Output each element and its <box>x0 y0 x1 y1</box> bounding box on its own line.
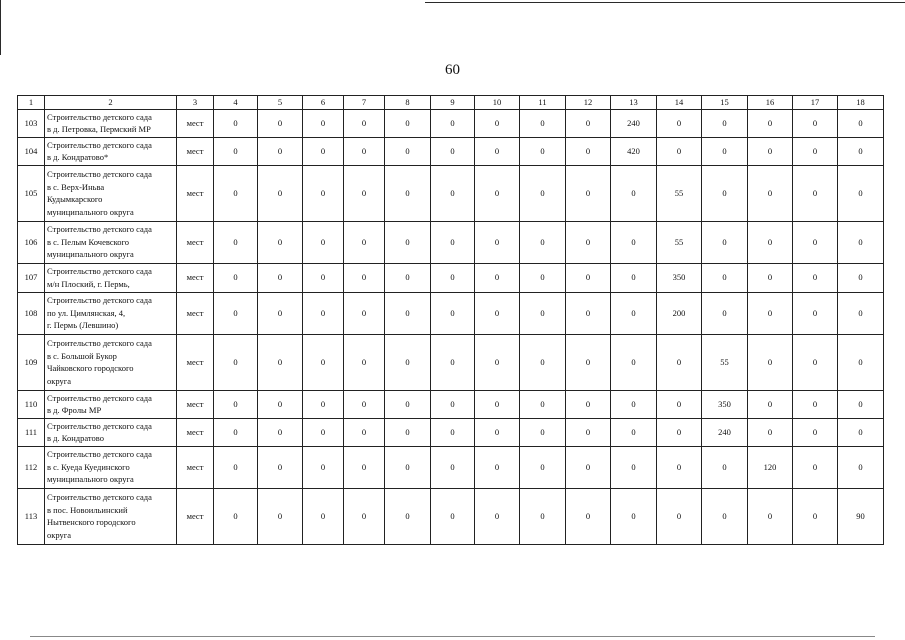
table-row <box>18 390 884 418</box>
value-cell: 0 <box>431 292 475 334</box>
value-cell: 240 <box>702 418 748 446</box>
value-cell: 0 <box>611 418 657 446</box>
value-cell: 0 <box>344 446 385 488</box>
table-row <box>18 263 884 292</box>
header-cell: 15 <box>702 96 748 110</box>
value-cell: 0 <box>566 418 611 446</box>
object-name-line: округа <box>47 375 72 386</box>
value-cell: 0 <box>214 137 258 165</box>
value-cell: 0 <box>214 292 258 334</box>
value-cell: 0 <box>838 221 884 263</box>
value-cell: 0 <box>838 446 884 488</box>
value-cell: 0 <box>385 446 431 488</box>
header-cell: 1 <box>18 96 45 110</box>
object-name <box>45 488 177 544</box>
value-cell: 0 <box>344 263 385 292</box>
value-cell: 0 <box>838 263 884 292</box>
value-cell: 0 <box>793 488 838 544</box>
value-cell: 0 <box>475 292 520 334</box>
value-cell: 0 <box>258 488 303 544</box>
unit-cell: мест <box>177 137 214 165</box>
header-cell: 18 <box>838 96 884 110</box>
value-cell: 0 <box>303 418 344 446</box>
value-cell: 0 <box>214 390 258 418</box>
value-cell: 0 <box>214 446 258 488</box>
row-number: 105 <box>18 165 45 221</box>
value-cell: 0 <box>566 109 611 137</box>
value-cell: 0 <box>258 334 303 390</box>
object-name-line: Строительство детского сада <box>47 224 152 235</box>
object-name-line: в с. Куеда Куединского <box>47 461 130 472</box>
value-cell: 55 <box>702 334 748 390</box>
object-name-line: в с. Верх-Иньва <box>47 181 105 192</box>
value-cell: 0 <box>793 292 838 334</box>
value-cell: 0 <box>702 165 748 221</box>
value-cell: 0 <box>520 165 566 221</box>
unit-cell: мест <box>177 334 214 390</box>
value-cell: 0 <box>520 263 566 292</box>
value-cell: 0 <box>838 334 884 390</box>
value-cell: 0 <box>657 488 702 544</box>
value-cell: 0 <box>838 418 884 446</box>
value-cell: 0 <box>566 390 611 418</box>
header-cell: 10 <box>475 96 520 110</box>
object-name-line: Строительство детского сада <box>47 338 152 348</box>
value-cell: 0 <box>475 137 520 165</box>
value-cell: 0 <box>748 109 793 137</box>
unit-cell: мест <box>177 292 214 334</box>
value-cell: 0 <box>657 109 702 137</box>
value-cell: 0 <box>657 137 702 165</box>
scan-artifact-top-line <box>425 2 905 3</box>
row-number: 112 <box>18 446 45 488</box>
value-cell: 0 <box>702 263 748 292</box>
value-cell: 0 <box>520 137 566 165</box>
value-cell: 0 <box>214 165 258 221</box>
row-number: 107 <box>18 263 45 292</box>
object-name <box>45 137 177 165</box>
value-cell: 0 <box>520 390 566 418</box>
value-cell: 0 <box>520 334 566 390</box>
object-name-line: Чайковского городского <box>47 363 134 373</box>
value-cell: 420 <box>611 137 657 165</box>
value-cell: 0 <box>748 334 793 390</box>
value-cell: 0 <box>475 390 520 418</box>
value-cell: 0 <box>748 137 793 165</box>
object-name-line: Строительство детского сада <box>47 139 152 150</box>
value-cell: 0 <box>793 109 838 137</box>
object-name-line: Строительство детского сада <box>47 420 152 431</box>
value-cell: 0 <box>303 390 344 418</box>
value-cell: 0 <box>385 488 431 544</box>
value-cell: 0 <box>385 137 431 165</box>
value-cell: 120 <box>748 446 793 488</box>
unit-cell: мест <box>177 165 214 221</box>
value-cell: 0 <box>838 292 884 334</box>
value-cell: 0 <box>475 446 520 488</box>
value-cell: 0 <box>431 418 475 446</box>
value-cell: 0 <box>258 390 303 418</box>
value-cell: 0 <box>793 390 838 418</box>
scan-artifact-bottom-line <box>30 636 875 637</box>
object-name-line: в с. Пелым Кочевского <box>47 236 130 247</box>
unit-cell: мест <box>177 488 214 544</box>
value-cell: 0 <box>214 263 258 292</box>
value-cell: 0 <box>520 292 566 334</box>
row-number: 110 <box>18 390 45 418</box>
value-cell: 0 <box>258 292 303 334</box>
value-cell: 0 <box>303 334 344 390</box>
value-cell: 0 <box>344 488 385 544</box>
object-name-line: в с. Большой Букор <box>47 350 117 361</box>
header-cell: 6 <box>303 96 344 110</box>
object-name <box>45 221 177 263</box>
value-cell: 0 <box>431 446 475 488</box>
value-cell: 0 <box>303 137 344 165</box>
value-cell: 0 <box>258 263 303 292</box>
object-name-line: м/н Плоский, г. Пермь, <box>47 278 130 289</box>
value-cell: 0 <box>385 292 431 334</box>
value-cell: 0 <box>431 488 475 544</box>
value-cell: 0 <box>657 334 702 390</box>
value-cell: 0 <box>520 109 566 137</box>
header-cell: 2 <box>45 96 177 110</box>
value-cell: 0 <box>657 390 702 418</box>
value-cell: 0 <box>748 165 793 221</box>
value-cell: 0 <box>702 488 748 544</box>
value-cell: 0 <box>566 263 611 292</box>
value-cell: 0 <box>838 137 884 165</box>
unit-cell: мест <box>177 390 214 418</box>
row-number: 108 <box>18 292 45 334</box>
unit-cell: мест <box>177 221 214 263</box>
table-row <box>18 334 884 390</box>
value-cell: 0 <box>566 446 611 488</box>
value-cell: 0 <box>303 109 344 137</box>
value-cell: 0 <box>303 221 344 263</box>
value-cell: 0 <box>793 418 838 446</box>
value-cell: 200 <box>657 292 702 334</box>
value-cell: 0 <box>793 334 838 390</box>
object-name-line: Строительство детского сада <box>47 111 152 122</box>
header-cell: 8 <box>385 96 431 110</box>
value-cell: 0 <box>611 292 657 334</box>
object-name <box>45 292 177 334</box>
value-cell: 0 <box>385 334 431 390</box>
value-cell: 0 <box>793 263 838 292</box>
value-cell: 0 <box>344 418 385 446</box>
object-name-line: муниципального округа <box>47 249 134 260</box>
value-cell: 0 <box>838 390 884 418</box>
object-name-line: в д. Петровка, Пермский МР <box>47 124 151 134</box>
value-cell: 0 <box>657 446 702 488</box>
header-cell: 3 <box>177 96 214 110</box>
value-cell: 0 <box>214 334 258 390</box>
object-name-line: муниципального округа <box>47 206 134 217</box>
value-cell: 0 <box>520 446 566 488</box>
object-name-line: в пос. Новоильинский <box>47 504 128 515</box>
value-cell: 0 <box>344 292 385 334</box>
value-cell: 0 <box>611 446 657 488</box>
value-cell: 0 <box>431 263 475 292</box>
value-cell: 0 <box>344 137 385 165</box>
table-row <box>18 292 884 334</box>
unit-cell: мест <box>177 263 214 292</box>
object-name <box>45 418 177 446</box>
header-cell: 9 <box>431 96 475 110</box>
value-cell: 0 <box>431 221 475 263</box>
value-cell: 0 <box>258 221 303 263</box>
unit-cell: мест <box>177 446 214 488</box>
value-cell: 0 <box>748 488 793 544</box>
value-cell: 0 <box>702 292 748 334</box>
value-cell: 0 <box>258 446 303 488</box>
value-cell: 0 <box>566 137 611 165</box>
row-number: 106 <box>18 221 45 263</box>
value-cell: 0 <box>748 390 793 418</box>
value-cell: 0 <box>611 165 657 221</box>
value-cell: 0 <box>385 165 431 221</box>
header-cell: 7 <box>344 96 385 110</box>
header-cell: 12 <box>566 96 611 110</box>
value-cell: 0 <box>214 221 258 263</box>
value-cell: 0 <box>611 263 657 292</box>
value-cell: 0 <box>566 165 611 221</box>
table-row <box>18 488 884 544</box>
table-row <box>18 446 884 488</box>
value-cell: 0 <box>838 109 884 137</box>
value-cell: 0 <box>431 390 475 418</box>
value-cell: 0 <box>566 221 611 263</box>
header-cell: 11 <box>520 96 566 110</box>
value-cell: 0 <box>793 165 838 221</box>
header-row <box>18 96 884 110</box>
value-cell: 0 <box>344 221 385 263</box>
row-number: 104 <box>18 137 45 165</box>
value-cell: 0 <box>214 488 258 544</box>
row-number: 113 <box>18 488 45 544</box>
value-cell: 0 <box>385 263 431 292</box>
value-cell: 0 <box>520 418 566 446</box>
value-cell: 0 <box>657 418 702 446</box>
value-cell: 0 <box>520 221 566 263</box>
row-number: 103 <box>18 109 45 137</box>
object-name <box>45 390 177 418</box>
object-name-line: в д. Кондратово* <box>47 152 109 162</box>
value-cell: 0 <box>475 334 520 390</box>
unit-cell: мест <box>177 109 214 137</box>
value-cell: 0 <box>431 165 475 221</box>
value-cell: 0 <box>385 418 431 446</box>
value-cell: 0 <box>611 390 657 418</box>
value-cell: 0 <box>214 109 258 137</box>
value-cell: 0 <box>385 221 431 263</box>
value-cell: 0 <box>566 292 611 334</box>
object-name-line: г. Пермь (Левшино) <box>47 320 119 331</box>
value-cell: 0 <box>431 334 475 390</box>
value-cell: 0 <box>303 488 344 544</box>
value-cell: 0 <box>702 109 748 137</box>
unit-cell: мест <box>177 418 214 446</box>
header-cell: 16 <box>748 96 793 110</box>
value-cell: 0 <box>793 137 838 165</box>
value-cell: 0 <box>520 488 566 544</box>
object-name-line: Нытвенского городского <box>47 517 136 527</box>
object-name <box>45 334 177 390</box>
value-cell: 0 <box>611 221 657 263</box>
row-number: 111 <box>18 418 45 446</box>
value-cell: 0 <box>344 334 385 390</box>
object-name <box>45 109 177 137</box>
value-cell: 0 <box>258 137 303 165</box>
object-name-line: Строительство детского сада <box>47 449 152 460</box>
value-cell: 0 <box>748 418 793 446</box>
value-cell: 0 <box>611 488 657 544</box>
object-name-line: Строительство детского сада <box>47 295 152 306</box>
value-cell: 0 <box>344 390 385 418</box>
table-row <box>18 165 884 221</box>
object-name <box>45 446 177 488</box>
value-cell: 0 <box>838 165 884 221</box>
header-cell: 4 <box>214 96 258 110</box>
object-name-line: Строительство детского сада <box>47 392 152 403</box>
header-cell: 14 <box>657 96 702 110</box>
object-name-line: по ул. Цимлянская, 4, <box>47 307 126 318</box>
table-row <box>18 221 884 263</box>
value-cell: 0 <box>303 263 344 292</box>
value-cell: 0 <box>385 109 431 137</box>
row-number: 109 <box>18 334 45 390</box>
value-cell: 0 <box>748 263 793 292</box>
object-name-line: Строительство детского сада <box>47 266 152 276</box>
data-table <box>17 95 884 545</box>
value-cell: 0 <box>748 221 793 263</box>
value-cell: 0 <box>344 109 385 137</box>
page-number: 60 <box>445 62 460 78</box>
table-row <box>18 137 884 165</box>
header-cell: 13 <box>611 96 657 110</box>
value-cell: 240 <box>611 109 657 137</box>
value-cell: 0 <box>344 165 385 221</box>
object-name-line: Строительство детского сада <box>47 169 152 179</box>
header-cell: 5 <box>258 96 303 110</box>
value-cell: 0 <box>793 221 838 263</box>
object-name <box>45 165 177 221</box>
value-cell: 0 <box>258 165 303 221</box>
value-cell: 0 <box>385 390 431 418</box>
value-cell: 0 <box>258 109 303 137</box>
object-name-line: в д. Кондратово <box>47 433 104 443</box>
value-cell: 0 <box>258 418 303 446</box>
value-cell: 0 <box>214 418 258 446</box>
value-cell: 0 <box>702 446 748 488</box>
value-cell: 350 <box>657 263 702 292</box>
value-cell: 0 <box>475 263 520 292</box>
value-cell: 0 <box>303 165 344 221</box>
value-cell: 0 <box>475 488 520 544</box>
value-cell: 0 <box>702 137 748 165</box>
object-name-line: муниципального округа <box>47 474 134 485</box>
value-cell: 0 <box>702 221 748 263</box>
value-cell: 0 <box>303 446 344 488</box>
value-cell: 0 <box>748 292 793 334</box>
table-row <box>18 109 884 137</box>
object-name-line: в д. Фролы МР <box>47 405 102 415</box>
value-cell: 0 <box>793 446 838 488</box>
value-cell: 90 <box>838 488 884 544</box>
scan-artifact-left-line <box>0 0 1 55</box>
object-name <box>45 263 177 292</box>
value-cell: 55 <box>657 165 702 221</box>
value-cell: 350 <box>702 390 748 418</box>
table-row <box>18 418 884 446</box>
value-cell: 0 <box>566 488 611 544</box>
value-cell: 0 <box>431 109 475 137</box>
value-cell: 55 <box>657 221 702 263</box>
header-cell: 17 <box>793 96 838 110</box>
value-cell: 0 <box>566 334 611 390</box>
value-cell: 0 <box>303 292 344 334</box>
value-cell: 0 <box>475 418 520 446</box>
object-name-line: Строительство детского сада <box>47 492 152 502</box>
value-cell: 0 <box>475 221 520 263</box>
value-cell: 0 <box>431 137 475 165</box>
value-cell: 0 <box>475 165 520 221</box>
object-name-line: Кудымкарского <box>47 194 103 204</box>
value-cell: 0 <box>611 334 657 390</box>
object-name-line: округа <box>47 529 72 540</box>
value-cell: 0 <box>475 109 520 137</box>
